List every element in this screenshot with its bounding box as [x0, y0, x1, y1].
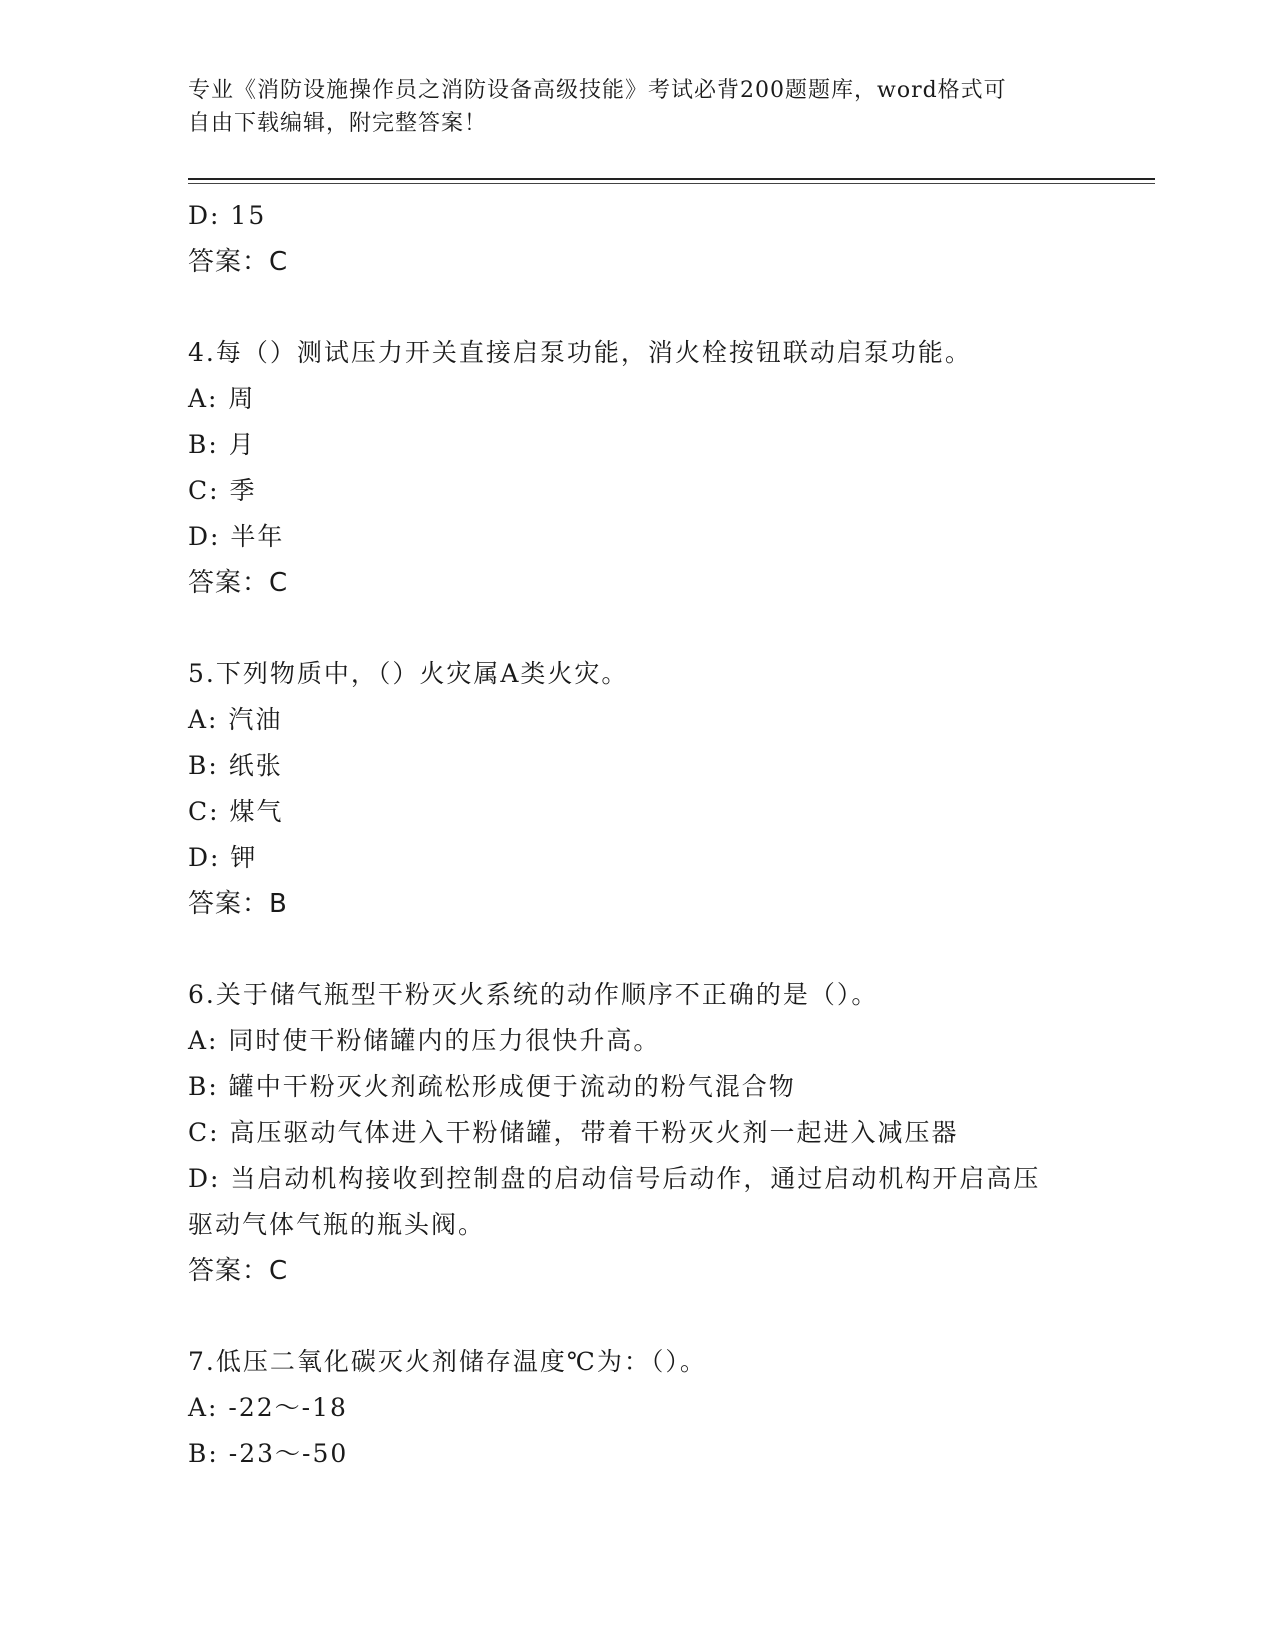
header-divider-thick — [188, 178, 1155, 180]
page-header — [188, 74, 1088, 140]
option-b: B: 月 — [188, 430, 256, 459]
option-a: A: 周 — [188, 384, 256, 413]
answer: 答案：B — [188, 889, 288, 919]
question-stem: 7.低压二氧化碳灭火剂储存温度℃为：（）。 — [188, 1347, 707, 1376]
answer: 答案：C — [188, 568, 289, 598]
option-c: C: 季 — [188, 476, 257, 505]
header-title-line-1: 专业《消防设施操作员之消防设备高级技能》考试必背200题题库，word格式可 — [188, 78, 1007, 103]
option-b: B: -23～-50 — [188, 1439, 349, 1468]
option-c: C: 高压驱动气体进入干粉储罐，带着干粉灭火剂一起进入减压器 — [188, 1118, 959, 1147]
option-d: D: 半年 — [188, 522, 285, 551]
option-a: A: 汽油 — [188, 705, 283, 734]
option-d: D: 当启动机构接收到控制盘的启动信号后动作，通过启动机构开启高压驱动气体气瓶的瓶头阀。 — [188, 1164, 1041, 1239]
question-stem: 6.关于储气瓶型干粉灭火系统的动作顺序不正确的是（）。 — [188, 980, 879, 1009]
question-list — [188, 193, 1088, 1477]
header-divider-thin — [188, 183, 1155, 184]
option-c: C: 煤气 — [188, 797, 284, 826]
prev-question-answer: 答案：C — [188, 247, 289, 277]
answer: 答案：C — [188, 1256, 289, 1286]
question-5 — [188, 651, 1088, 927]
question-stem: 4.每（）测试压力开关直接启泵功能，消火栓按钮联动启泵功能。 — [188, 338, 972, 367]
option-a: A: 同时使干粉储罐内的压力很快升高。 — [188, 1026, 661, 1055]
option-b: B: 罐中干粉灭火剂疏松形成便于流动的粉气混合物 — [188, 1072, 796, 1101]
question-stem: 5.下列物质中，（）火灾属A类火灾。 — [188, 659, 629, 688]
question-7 — [188, 1339, 1088, 1477]
question-6 — [188, 972, 1088, 1294]
option-b: B: 纸张 — [188, 751, 283, 780]
question-4 — [188, 330, 1088, 606]
option-d: D: 钾 — [188, 843, 258, 872]
prev-question-option-d: D: 15 — [188, 201, 267, 230]
option-a: A: -22～-18 — [188, 1393, 348, 1422]
header-title-line-2: 自由下载编辑，附完整答案！ — [188, 111, 488, 136]
